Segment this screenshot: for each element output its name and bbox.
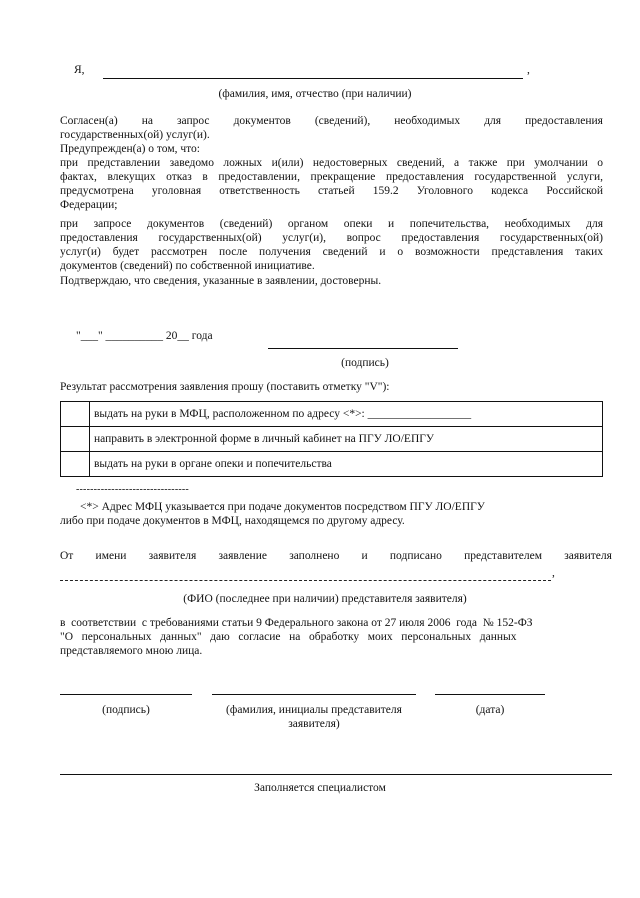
representative-word: представителем xyxy=(464,550,543,562)
representative-caption: (ФИО (последнее при наличии) представителя заявителя) xyxy=(183,593,467,605)
consent-word: предоставления xyxy=(525,115,603,127)
warning-1-line-1: при представлении заведомо ложных и(или) недостоверных сведений, а также при умолчании о xyxy=(60,157,603,169)
warning-1-line-4: Федерации; xyxy=(60,199,118,211)
consent-word: необходимых xyxy=(394,115,461,127)
checkbox-cell-electronic[interactable] xyxy=(61,427,90,452)
representative-word: имени xyxy=(95,550,127,562)
specialist-caption: Заполняется специалистом xyxy=(254,782,386,794)
consent-line-2: государственных(ой) услуг(и). xyxy=(60,129,210,141)
consent-word: на xyxy=(141,115,153,127)
representative-word: заявителя xyxy=(148,550,197,562)
representative-fio-line[interactable] xyxy=(60,580,551,581)
footnote-line-2: либо при подаче документов в МФЦ, находящемся по другому адресу. xyxy=(60,515,405,527)
representative-word: От xyxy=(60,550,74,562)
date-caption: (дата) xyxy=(475,704,505,716)
consent-word: (сведений), xyxy=(314,115,371,127)
confirm-statement: Подтверждаю, что сведения, указанные в заявлении, достоверны. xyxy=(60,275,382,287)
warning-2-line-4: документов (сведений) по собственной инициативе. xyxy=(60,260,315,272)
table-row xyxy=(61,402,603,427)
name-line[interactable] xyxy=(212,694,416,695)
personal-data-line-2: "О персональных данных" даю согласие на обработку моих персональных данных xyxy=(60,631,517,643)
warning-1-line-2: фактах, влекущих отказ в предоставлении, прекращение предоставления государственной услуги, xyxy=(60,171,603,183)
representative-word: заявление xyxy=(218,550,267,562)
specialist-line[interactable] xyxy=(60,774,612,775)
option-label: выдать на руки в МФЦ, расположенном по адресу <*>: __________________ xyxy=(90,402,603,427)
name-caption-2: заявителя) xyxy=(288,718,340,730)
representative-line xyxy=(60,550,612,562)
result-heading: Результат рассмотрения заявления прошу (поставить отметку "V"): xyxy=(60,381,390,393)
warning-intro: Предупрежден(а) о том, что: xyxy=(60,143,200,155)
fio-caption: (фамилия, имя, отчество (при наличии) xyxy=(218,88,412,100)
ya-label: Я, xyxy=(74,64,85,76)
warning-1-line-3: предусмотрена уголовная ответственность статьей 159.2 Уголовного кодекса Российской xyxy=(60,185,603,197)
header-comma: , xyxy=(527,64,530,76)
sign-caption: (подпись) xyxy=(102,704,150,716)
consent-word: Согласен(а) xyxy=(60,115,118,127)
name-caption-1: (фамилия, инициалы представителя xyxy=(226,704,402,716)
footnote-line-1: <*> Адрес МФЦ указывается при подаче документов посредством ПГУ ЛО/ЕПГУ xyxy=(80,501,485,513)
representative-word: и xyxy=(361,550,368,562)
option-label: направить в электронной форме в личный кабинет на ПГУ ЛО/ЕПГУ xyxy=(90,427,603,452)
option-label: выдать на руки в органе опеки и попечительства xyxy=(90,452,603,477)
date-field[interactable]: "___" __________ 20__ года xyxy=(76,330,213,342)
date-line[interactable] xyxy=(435,694,545,695)
representative-word: заявителя xyxy=(564,550,612,562)
warning-2-line-1: при запросе документов (сведений) органом опеки и попечительства, необходимых для xyxy=(60,218,603,230)
signature-line[interactable] xyxy=(268,348,458,349)
personal-data-line-1: в соответствии с требованиями статьи 9 Федерального закона от 27 июля 2006 года № 152-ФЗ xyxy=(60,617,533,629)
table-row xyxy=(61,427,603,452)
fio-input-line[interactable] xyxy=(103,78,523,79)
consent-word: документов xyxy=(233,115,291,127)
representative-comma: , xyxy=(552,567,555,579)
checkbox-cell-mfc[interactable] xyxy=(61,402,90,427)
representative-word: заполнено xyxy=(289,550,340,562)
signature-caption: (подпись) xyxy=(341,357,389,369)
checkbox-cell-guardianship[interactable] xyxy=(61,452,90,477)
warning-2-line-2: предоставления государственных(ой) услуг(и), вопрос предоставления государственных(ой) xyxy=(60,232,603,244)
consent-line-1 xyxy=(60,114,603,128)
consent-word: для xyxy=(484,115,502,127)
representative-word: подписано xyxy=(389,550,442,562)
result-options-table xyxy=(60,401,603,477)
consent-word: запрос xyxy=(177,115,210,127)
warning-2-line-3: услуг(и) будет рассмотрен после получения сведений и о возможности представления таких xyxy=(60,246,603,258)
sign-line[interactable] xyxy=(60,694,192,695)
personal-data-line-3: представляемого мною лица. xyxy=(60,645,203,657)
table-row xyxy=(61,452,603,477)
footnote-separator: -------------------------------- xyxy=(76,484,189,495)
